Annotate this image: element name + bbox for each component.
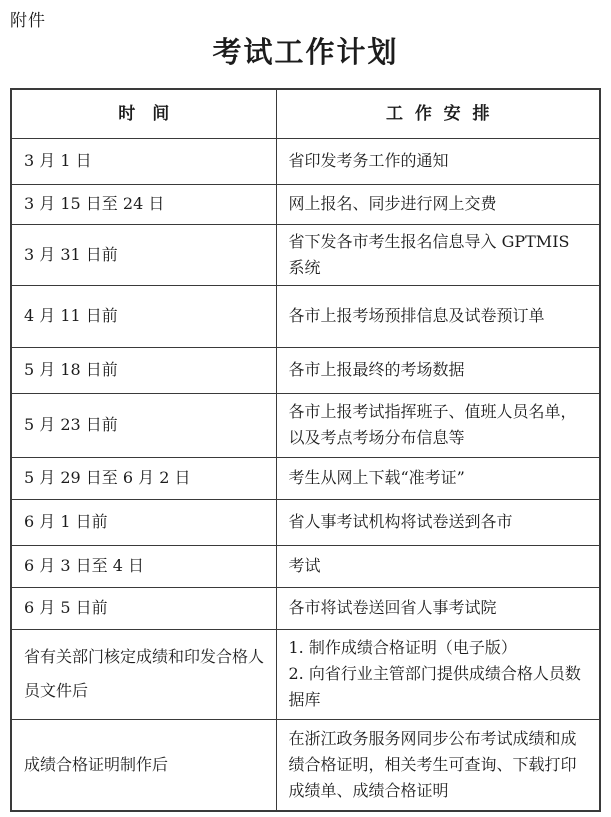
table-row xyxy=(11,184,600,224)
work-cell xyxy=(276,545,600,587)
time-cell: 5 月 23 日前 xyxy=(11,393,276,457)
work-line: 省人事考试机构将试卷送到各市 xyxy=(288,512,513,531)
work-cell xyxy=(276,347,600,393)
time-cell: 3 月 1 日 xyxy=(11,138,276,184)
time-cell: 省有关部门核定成绩和印发合格人员文件后 xyxy=(11,629,276,719)
work-line: 各市上报考场预排信息及试卷预订单 xyxy=(288,306,545,325)
table-row xyxy=(11,347,600,393)
work-line: 各市将试卷送回省人事考试院 xyxy=(288,598,497,617)
table-header-row xyxy=(11,89,600,138)
work-line: 考生从网上下载“准考证” xyxy=(288,468,465,487)
column-header-time: 时 间 xyxy=(11,89,276,138)
table-row xyxy=(11,393,600,457)
schedule-table xyxy=(10,88,601,812)
work-line: 各市上报最终的考场数据 xyxy=(288,360,465,379)
time-cell: 6 月 5 日前 xyxy=(11,587,276,629)
work-cell xyxy=(276,499,600,545)
work-cell xyxy=(276,184,600,224)
table-row xyxy=(11,587,600,629)
time-cell: 3 月 31 日前 xyxy=(11,224,276,285)
table-row xyxy=(11,138,600,184)
table-row xyxy=(11,457,600,499)
table-row xyxy=(11,545,600,587)
time-cell: 6 月 3 日至 4 日 xyxy=(11,545,276,587)
table-row xyxy=(11,499,600,545)
table-body xyxy=(11,138,600,811)
work-line: 网上报名、同步进行网上交费 xyxy=(288,194,497,213)
table-row xyxy=(11,719,600,811)
work-line: 省下发各市考生报名信息导入 GPTMIS 系统 xyxy=(288,231,570,277)
time-cell: 3 月 15 日至 24 日 xyxy=(11,184,276,224)
work-cell xyxy=(276,629,600,719)
work-cell xyxy=(276,224,600,285)
table-row xyxy=(11,285,600,347)
attachment-label: 附件 xyxy=(10,11,46,31)
time-cell: 成绩合格证明制作后 xyxy=(11,719,276,811)
time-cell: 4 月 11 日前 xyxy=(11,285,276,347)
work-cell xyxy=(276,138,600,184)
work-line: 各市上报考试指挥班子、值班人员名单，以及考点考场分布信息等 xyxy=(288,402,577,447)
table-row xyxy=(11,629,600,719)
table-row xyxy=(11,224,600,285)
column-header-work: 工 作 安 排 xyxy=(276,89,600,138)
work-cell xyxy=(276,285,600,347)
time-cell: 5 月 29 日至 6 月 2 日 xyxy=(11,457,276,499)
time-cell: 6 月 1 日前 xyxy=(11,499,276,545)
work-line: 考试 xyxy=(288,556,321,575)
page-title: 考试工作计划 xyxy=(212,35,399,69)
work-cell xyxy=(276,457,600,499)
work-cell xyxy=(276,719,600,811)
work-cell xyxy=(276,393,600,457)
work-line: 省印发考务工作的通知 xyxy=(288,151,449,170)
work-cell xyxy=(276,587,600,629)
work-line: 在浙江政务服务网同步公布考试成绩和成绩合格证明，相关考生可查询、下载打印成绩单、成绩合格证明 xyxy=(288,728,577,800)
work-line: 1. 制作成绩合格证明（电子版） xyxy=(288,638,517,657)
work-line: 2. 向省行业主管部门提供成绩合格人员数据库 xyxy=(288,664,581,709)
time-cell: 5 月 18 日前 xyxy=(11,347,276,393)
